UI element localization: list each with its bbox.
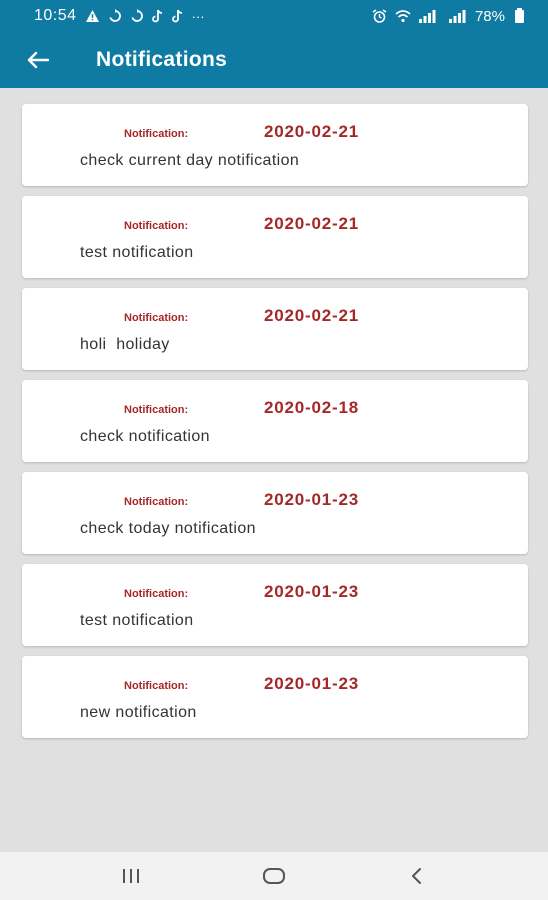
battery-percent: 78% [474,7,505,25]
back-nav-button[interactable] [397,856,437,896]
notification-label: Notification: [124,404,189,416]
home-button[interactable] [254,856,294,896]
notification-label: Notification: [124,128,189,140]
notification-date: 2020-01-23 [264,674,359,693]
notification-date: 2020-02-21 [264,122,359,141]
notification-card[interactable] [22,104,528,186]
notification-message: check notification [80,428,210,445]
notification-card[interactable] [22,380,528,462]
chevron-left-icon [410,867,424,885]
notification-message: test notification [80,612,194,629]
alarm-icon [372,9,387,23]
notification-label: Notification: [124,496,189,508]
notification-header [124,490,359,510]
notification-card[interactable] [22,472,528,554]
recent-apps-button[interactable] [111,856,151,896]
arrow-left-icon [27,51,49,69]
notification-label: Notification: [124,588,189,600]
warning-icon [85,9,100,23]
page-title: Notifications [96,48,228,71]
tiktok-icon [152,9,164,23]
notification-header [124,398,359,418]
notification-message: check current day notification [80,152,300,169]
signal-icon [449,10,467,23]
notification-header [124,674,359,694]
notification-card[interactable] [22,564,528,646]
notification-date: 2020-01-23 [264,582,359,601]
notification-message: holi holiday [80,336,170,353]
status-right [372,8,524,25]
notification-header [124,122,359,142]
notification-header [124,306,359,326]
back-button[interactable] [18,40,58,80]
status-bar [0,0,548,32]
app-bar [0,32,548,88]
sync-icon [130,9,144,23]
notification-label: Notification: [124,680,189,692]
recent-apps-icon [120,867,142,885]
notification-date: 2020-02-21 [264,214,359,233]
notification-card[interactable] [22,288,528,370]
wifi-icon [395,10,411,23]
home-icon [262,867,286,885]
signal-icon [419,10,441,23]
sync-icon [108,9,122,23]
notification-header [124,214,359,234]
battery-icon [515,10,524,23]
system-nav-bar [0,852,548,900]
status-time: 10:54 [34,7,77,24]
tiktok-icon [172,9,184,23]
notification-label: Notification: [124,220,189,232]
notification-date: 2020-02-21 [264,306,359,325]
notification-list [22,104,528,748]
notification-date: 2020-01-23 [264,490,359,509]
notification-label: Notification: [124,312,189,324]
notification-card[interactable] [22,656,528,738]
notification-message: test notification [80,244,194,261]
notification-message: new notification [80,704,197,721]
notification-header [124,582,359,602]
notification-card[interactable] [22,196,528,278]
status-left [34,7,205,25]
notification-date: 2020-02-18 [264,398,359,417]
more-icon: ··· [191,8,205,24]
notification-message: check today notification [80,520,256,537]
